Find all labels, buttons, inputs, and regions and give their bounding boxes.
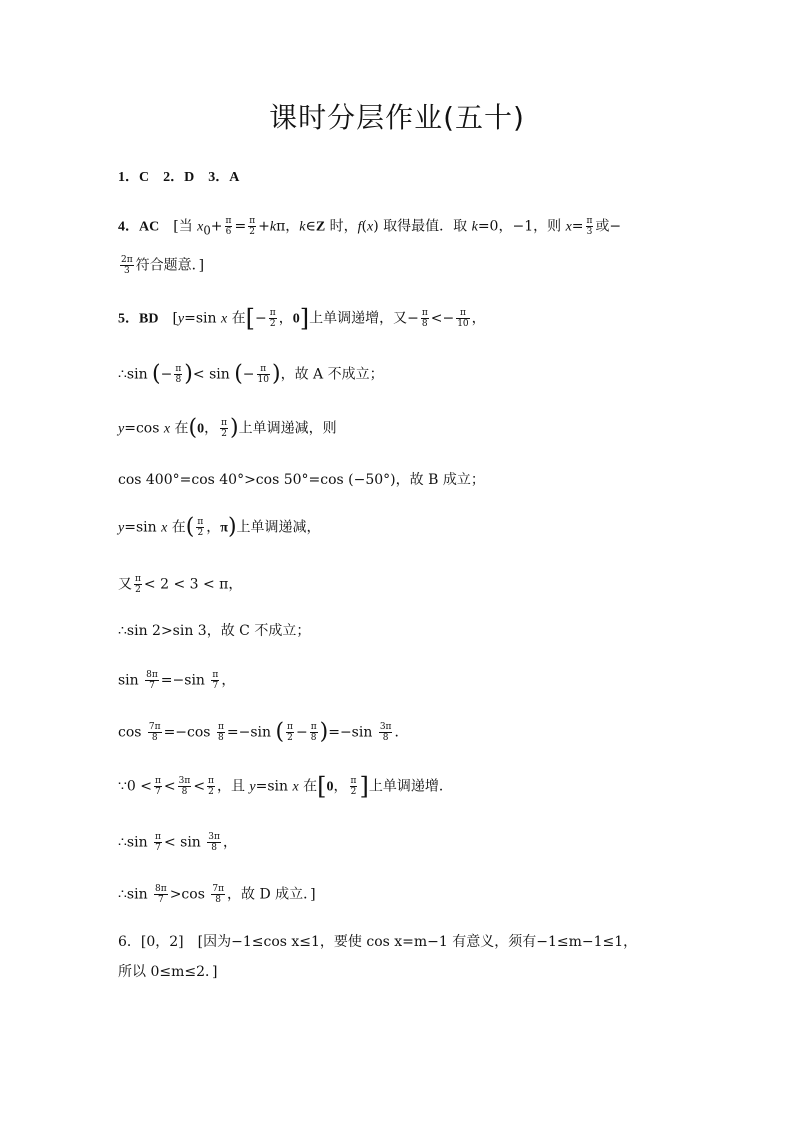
answer-line-15: ∴sin $\frac{\pi}{7}$ < sin $\frac{3\pi}{8}$ ，: [118, 832, 237, 853]
answer-line-17: 6．[0，2] [因为−1≤cos x≤1，要使 cos x=m−1 有意义，须有−1≤m−1≤1，: [118, 934, 638, 950]
answer-line-10: 又 $\frac{\pi}{2}$ < 2 < 3 < π，: [118, 574, 243, 595]
answer-line-16: ∴sin $\frac{8\pi}{7}$ >cos $\frac{7\pi}{8}$ ，故 D 成立．]: [118, 884, 316, 905]
answer-line-8: cos 400°=cos 40°>cos 50°=cos (−50°)，故 B 成立；: [118, 472, 485, 488]
answer-line-4: 4．AC [当 $x_0+$ $\frac{\pi}{6}$ = $\frac{\pi}{2}$ +kπ，k∈Z 时，f(x) 取得最值．取 k=0，−1，则 x= $\frac{\pi}{3}$ 或−: [118, 216, 622, 238]
page-title: 课时分层作业(五十): [269, 101, 525, 134]
answer-line-4-cont: $\frac{2\pi}{3}$ 符合题意．]: [121, 255, 205, 276]
answer-line-7: y=cos x 在(0， $\frac{\pi}{2}$ )上单调递减，则: [118, 415, 337, 441]
answer-line-9: y=sin x 在( $\frac{\pi}{2}$ ，π)上单调递减，: [118, 514, 321, 540]
answer-line-13: cos $\frac{7\pi}{8}$ =−cos $\frac{\pi}{8}$ =−sin ( $\frac{\pi}{2}$ − $\frac{\pi}{8}$ )=−sin $\frac{3\pi}{8}$ ．: [118, 719, 409, 745]
answer-line-1-3: 1．C 2．D 3．A: [118, 170, 240, 185]
answer-line-18: 所以 0≤m≤2．]: [118, 964, 218, 980]
answer-line-11: ∴sin 2>sin 3，故 C 不成立；: [118, 623, 311, 639]
answer-line-14: ∵0 < $\frac{\pi}{7}$ < $\frac{3\pi}{8}$ < $\frac{\pi}{2}$ ，且 y=sin x 在[0， $\frac{\pi}{2}$ ]上单调递增．: [118, 772, 453, 801]
answer-line-6: ∴sin (− $\frac{\pi}{8}$ )< sin (− $\frac{\pi}{10}$ )，故 A 不成立；: [118, 361, 384, 387]
answer-line-5: 5．BD [y=sin x 在[− $\frac{\pi}{2}$ ，0]上单调递增，又− $\frac{\pi}{8}$ <− $\frac{\pi}{10}$ ，: [118, 304, 486, 333]
answer-line-12: sin $\frac{8\pi}{7}$ =−sin $\frac{\pi}{7}$ ，: [118, 670, 236, 691]
